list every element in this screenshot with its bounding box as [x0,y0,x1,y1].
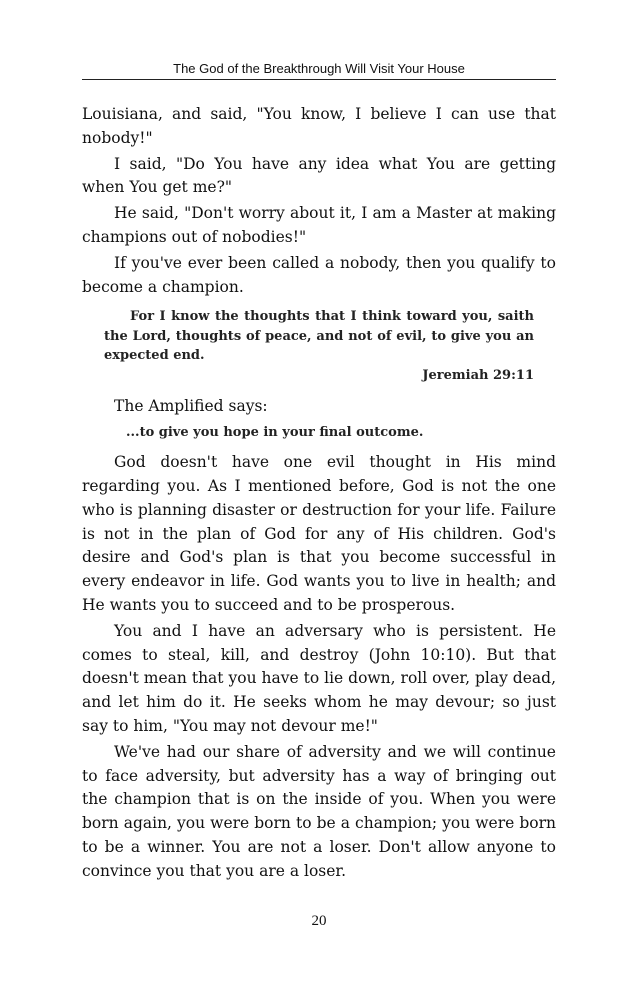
scripture-reference: Jeremiah 29:11 [422,367,534,383]
paragraph-2: I said, "Do You have any idea what You are getting when You get me?" [82,154,556,197]
paragraph-4: If you've ever been called a nobody, then you qualify to become a champion. [82,253,556,296]
paragraph-6: God doesn't have one evil thought in His mind regarding you. As I mentioned before, God is not the one who is planning disaster or destruction for your life. Failure is not in the plan of God for any of His children. God's desire and God's plan is that you become successful in every endeavor in life. God wants you to live in health; and He wants you to succeed and to be prosperous. [82,453,556,614]
header-rule [82,79,556,80]
amplified-quote: ...to give you hope in your final outcome. [126,425,424,441]
paragraph-8: We've had our share of adversity and we will continue to face adversity, but adversity has a way of bringing out the champion that is on the inside of you. When you were born again, you were born to be a champion; you were born to be a winner. You are not a loser. Don't allow anyone to convince you that you are a loser. [82,742,556,880]
body-text [82,103,556,886]
running-header-title: The God of the Breakthrough Will Visit Your House [173,61,465,76]
paragraph-5: The Amplified says: [114,397,268,416]
paragraph-3: He said, "Don't worry about it, I am a Master at making champions out of nobodies!" [82,204,556,246]
paragraph-7: You and I have an adversary who is persistent. He comes to steal, kill, and destroy (John 10:10). But that doesn't mean that you have to lie down, roll over, play dead, and let him do it. He seeks whom he may devour; so just say to him, "You may not devour me!" [82,621,556,735]
paragraph-1: Louisiana, and said, "You know, I believe I can use that nobody!" [82,105,556,147]
scripture-text: For I know the thoughts that I think toward you, saith the Lord, thoughts of peace, and not of evil, to give you an expected end. [104,309,534,364]
scripture-quote [104,307,534,385]
page-number: 20 [311,913,327,929]
